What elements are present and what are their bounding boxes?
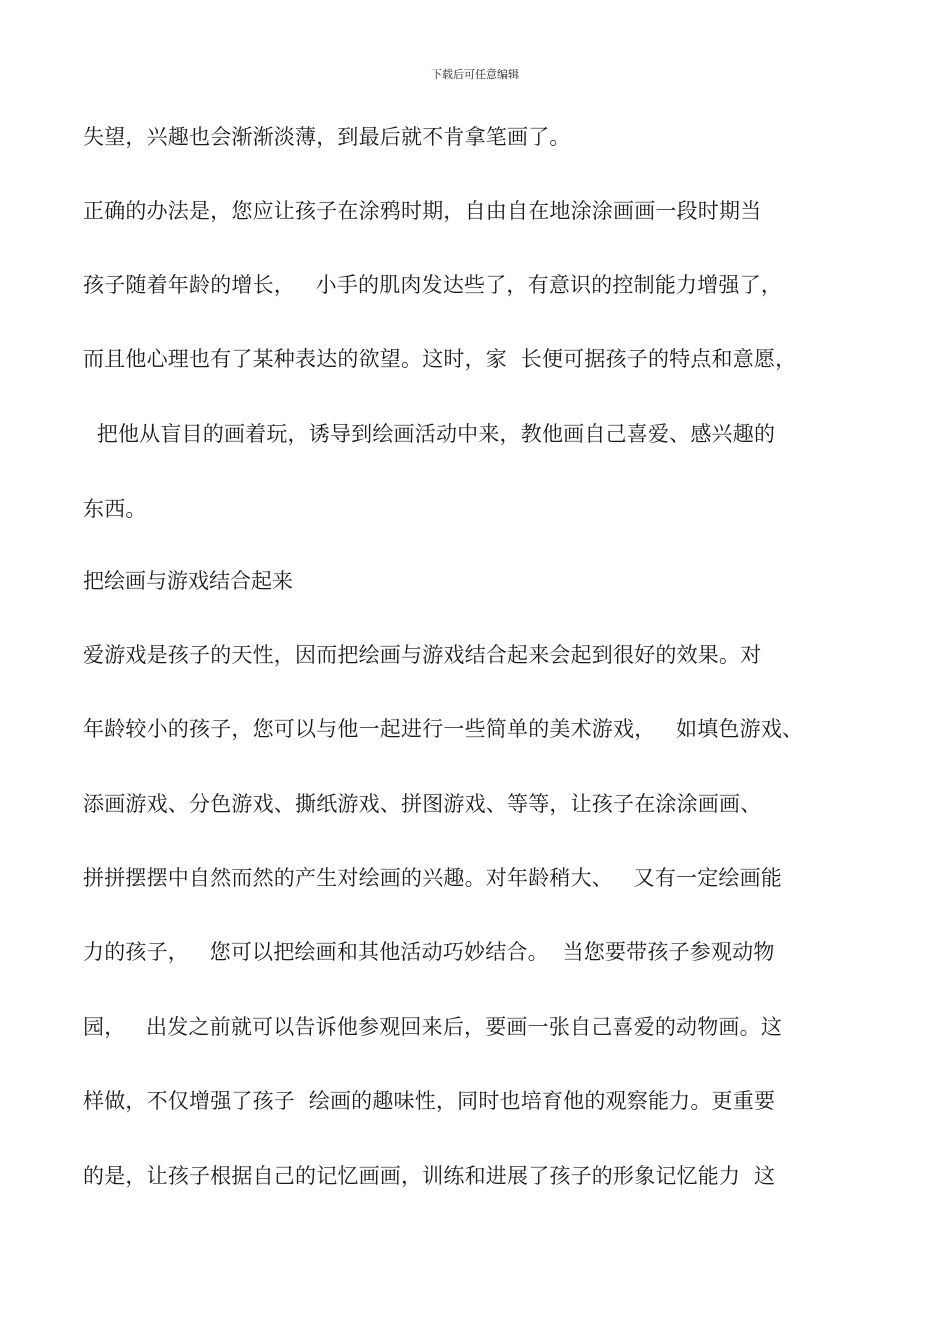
paragraph-1-line-2: 正确的办法是，您应让孩子在涂鸦时期，自由自在地涂涂画画一段时期当 [83,199,762,223]
paragraph-1-line-3: 孩子随着年龄的增长， 小手的肌肉发达些了，有意识的控制能力增强了， [83,273,783,297]
paragraph-1-line-5: 把他从盲目的画着玩，诱导到绘画活动中来，教他画自己喜爱、感兴趣的 [83,422,776,446]
paragraph-2-line-3: 添画游戏、分色游戏、撕纸游戏、拼图游戏、等等，让孩子在涂涂画画、 [83,792,762,816]
paragraph-2-line-8: 的是，让孩子根据自己的记忆画画，训练和进展了孩子的形象记忆能力 这 [83,1164,776,1188]
paragraph-1-line-4: 而且他心理也有了某种表达的欲望。这时，家 长便可据孩子的特点和意愿， [83,347,797,371]
page-header: 下载后可任意编辑 [431,68,519,81]
paragraph-2-line-5: 力的孩子， 您可以把绘画和其他活动巧妙结合。 当您要带孩子参观动物 [83,940,775,964]
paragraph-1-line-6: 东西。 [83,497,147,521]
paragraph-2-line-4: 拼拼摆摆中自然而然的产生对绘画的兴趣。对年龄稍大、 又有一定绘画能 [83,866,783,890]
section-heading: 把绘画与游戏结合起来 [83,569,293,593]
paragraph-1-line-1: 失望，兴趣也会渐渐淡薄，到最后就不肯拿笔画了。 [83,125,571,149]
paragraph-2-line-6: 园， 出发之前就可以告诉他参观回来后，要画一张自己喜爱的动物画。这 [83,1015,783,1039]
paragraph-2-line-7: 样做，不仅增强了孩子 绘画的趣味性，同时也培育他的观察能力。更重要 [83,1089,776,1113]
paragraph-2-line-1: 爱游戏是孩子的天性，因而把绘画与游戏结合起来会起到很好的效果。对 [83,643,762,667]
paragraph-2-line-2: 年龄较小的孩子，您可以与他一起进行一些简单的美术游戏， 如填色游戏、 [83,717,804,741]
